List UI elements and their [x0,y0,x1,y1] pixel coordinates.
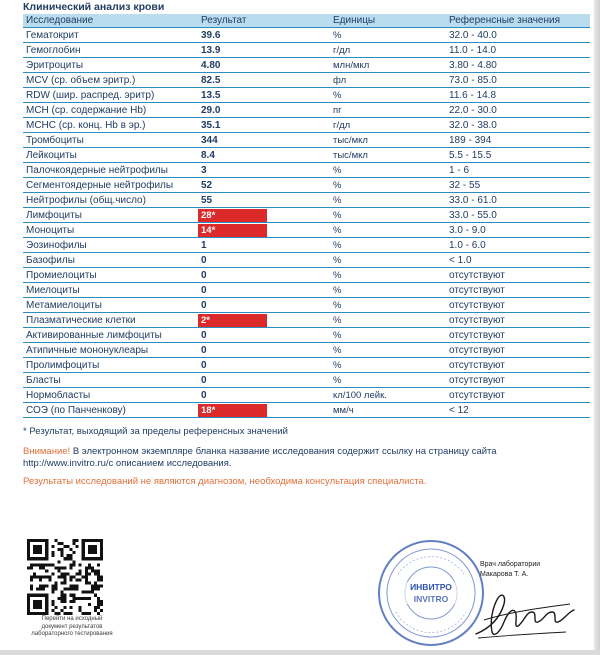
value-text: 0 [201,329,207,341]
unit: пг [330,103,446,118]
value-text: 0 [201,359,207,371]
unit: % [330,208,446,223]
value-text: 35.1 [201,119,221,131]
result-row [23,238,590,253]
test-name: Гематокрит [23,28,198,43]
value-text: 13.5 [201,89,221,101]
result-row [23,388,590,403]
page-edge-bottom [0,650,600,655]
test-name: Эозинофилы [23,238,198,253]
result-value [198,358,330,373]
qr-code[interactable] [27,539,103,615]
value-text: 55 [201,194,213,206]
reference-range: отсутствуют [446,268,590,283]
reference-range: отсутствуют [446,343,590,358]
result-value [198,373,330,388]
doctor-name: Макарова Т. А. [480,571,529,578]
test-name: Нормобласты [23,388,198,403]
col-header-reference: Референсные значения [446,14,590,28]
result-row [23,103,590,118]
unit: г/дл [330,118,446,133]
reference-range: отсутствуют [446,388,590,403]
unit: тыс/мкл [330,148,446,163]
qr-caption: Перейти на исходный документ результатов лабораторного тестирования [31,616,113,637]
unit: % [330,298,446,313]
doctor-block [480,560,540,580]
result-row [23,403,590,418]
unit: % [330,328,446,343]
result-row [23,283,590,298]
result-row [23,253,590,268]
results-body [23,28,590,418]
col-header-result: Результат [198,14,330,28]
reference-range: отсутствуют [446,328,590,343]
unit: % [330,283,446,298]
unit: % [330,88,446,103]
value-text: 0 [201,254,207,266]
reference-range: < 12 [446,403,590,418]
result-value [198,298,330,313]
result-value [198,403,330,418]
result-value [198,178,330,193]
result-value [198,28,330,43]
result-row [23,358,590,373]
result-value [198,148,330,163]
unit: % [330,313,446,328]
results-table [23,14,590,418]
reference-range: < 1.0 [446,253,590,268]
result-row [23,298,590,313]
result-row [23,73,590,88]
reference-range: 33.0 - 55.0 [446,208,590,223]
result-row [23,178,590,193]
unit: % [330,343,446,358]
test-name: Тромбоциты [23,133,198,148]
test-name: Лейкоциты [23,148,198,163]
reference-range: 73.0 - 85.0 [446,73,590,88]
result-value [198,88,330,103]
value-text: 0 [201,344,207,356]
notice-link-line[interactable]: http://www.invitro.ru/с описанием исследования. [23,458,232,469]
result-row [23,268,590,283]
unit: % [330,358,446,373]
results-header-row [23,14,590,28]
result-row [23,148,590,163]
result-value [198,103,330,118]
unit: кл/100 лейк. [330,388,446,403]
unit: % [330,163,446,178]
test-name: Базофилы [23,253,198,268]
result-value [198,43,330,58]
stamp-brand-bottom: INVITRO [413,594,449,604]
reference-range: 32.0 - 40.0 [446,28,590,43]
result-row [23,193,590,208]
unit: мм/ч [330,403,446,418]
test-name: Моноциты [23,223,198,238]
test-name: Гемоглобин [23,43,198,58]
result-value [198,328,330,343]
reference-range: 11.6 - 14.8 [446,88,590,103]
value-text: 8.4 [201,149,215,161]
result-value [198,223,330,238]
result-value [198,388,330,403]
result-value [198,208,330,223]
value-text: 0 [201,284,207,296]
result-row [23,133,590,148]
unit: % [330,253,446,268]
value-text: 29.0 [201,104,221,116]
unit: млн/мкл [330,58,446,73]
test-name: Сегментоядерные нейтрофилы [23,178,198,193]
unit: г/дл [330,43,446,58]
test-name: Палочкоядерные нейтрофилы [23,163,198,178]
reference-range: отсутствуют [446,283,590,298]
unit: % [330,223,446,238]
value-text: 4.80 [201,59,221,71]
value-text: 1 [201,239,207,251]
signature-icon [470,582,580,644]
result-value [198,58,330,73]
reference-range: отсутствуют [446,298,590,313]
test-name: MCHC (ср. конц. Hb в эр.) [23,118,198,133]
unit: % [330,268,446,283]
result-value [198,283,330,298]
disclaimer: Результаты исследований не являются диагнозом, необходима консультация специалиста. [23,476,427,487]
reference-range: отсутствуют [446,313,590,328]
result-row [23,43,590,58]
result-value [198,133,330,148]
test-name: Промиелоциты [23,268,198,283]
value-text: 0 [201,389,207,401]
flagged-value: 18* [198,404,267,417]
reference-range: 32 - 55 [446,178,590,193]
result-value [198,238,330,253]
value-text: 39.6 [201,29,221,41]
page-edge-right [594,0,600,655]
test-name: Активированные лимфоциты [23,328,198,343]
test-name: Нейтрофилы (общ.число) [23,193,198,208]
reference-range: 3.80 - 4.80 [446,58,590,73]
test-name: MCV (ср. объем эритр.) [23,73,198,88]
notice-line1: В электронном экземпляре бланка название исследования содержит ссылку на страницу сайта [70,446,497,457]
reference-range: 5.5 - 15.5 [446,148,590,163]
value-text: 82.5 [201,74,221,86]
notice-block [23,446,497,457]
reference-range: 11.0 - 14.0 [446,43,590,58]
result-value [198,163,330,178]
result-row [23,118,590,133]
result-value [198,193,330,208]
unit: % [330,193,446,208]
reference-range: 189 - 394 [446,133,590,148]
value-text: 0 [201,269,207,281]
reference-range: отсутствуют [446,373,590,388]
reference-range: отсутствуют [446,358,590,373]
stamp-brand-top: ИНВИТРО [410,582,452,592]
value-text: 13.9 [201,44,221,56]
result-row [23,313,590,328]
unit: % [330,238,446,253]
result-row [23,343,590,358]
unit: фл [330,73,446,88]
col-header-test: Исследование [23,14,198,28]
test-name: Пролимфоциты [23,358,198,373]
test-name: Эритроциты [23,58,198,73]
result-row [23,328,590,343]
test-name: Бласты [23,373,198,388]
reference-range: 22.0 - 30.0 [446,103,590,118]
col-header-units: Единицы [330,14,446,28]
value-text: 52 [201,179,213,191]
flagged-value: 2* [198,314,267,327]
unit: % [330,373,446,388]
test-name: Лимфоциты [23,208,198,223]
test-name: СОЭ (по Панченкову) [23,403,198,418]
test-name: RDW (шир. распред. эритр) [23,88,198,103]
result-row [23,88,590,103]
result-row [23,28,590,43]
reference-range: 1.0 - 6.0 [446,238,590,253]
reference-range: 1 - 6 [446,163,590,178]
notice-label: Внимание! [23,446,71,457]
flagged-value: 14* [198,224,267,237]
footnote: * Результат, выходящий за пределы референсных значений [23,426,288,437]
value-text: 0 [201,299,207,311]
result-value [198,118,330,133]
result-value [198,253,330,268]
result-value [198,343,330,358]
value-text: 344 [201,134,218,146]
report-title: Клинический анализ крови [23,1,165,13]
unit: % [330,178,446,193]
reference-range: 33.0 - 61.0 [446,193,590,208]
test-name: MCH (ср. содержание Hb) [23,103,198,118]
doctor-role: Врач лаборатории [480,561,541,568]
flagged-value: 28* [198,209,267,222]
value-text: 3 [201,164,207,176]
unit: % [330,28,446,43]
test-name: Миелоциты [23,283,198,298]
test-name: Метамиелоциты [23,298,198,313]
result-row [23,373,590,388]
result-row [23,223,590,238]
result-row [23,208,590,223]
result-value [198,313,330,328]
reference-range: 3.0 - 9.0 [446,223,590,238]
test-name: Атипичные мононуклеары [23,343,198,358]
test-name: Плазматические клетки [23,313,198,328]
result-row [23,163,590,178]
result-value [198,73,330,88]
value-text: 0 [201,374,207,386]
result-value [198,268,330,283]
unit: тыс/мкл [330,133,446,148]
result-row [23,58,590,73]
reference-range: 32.0 - 38.0 [446,118,590,133]
